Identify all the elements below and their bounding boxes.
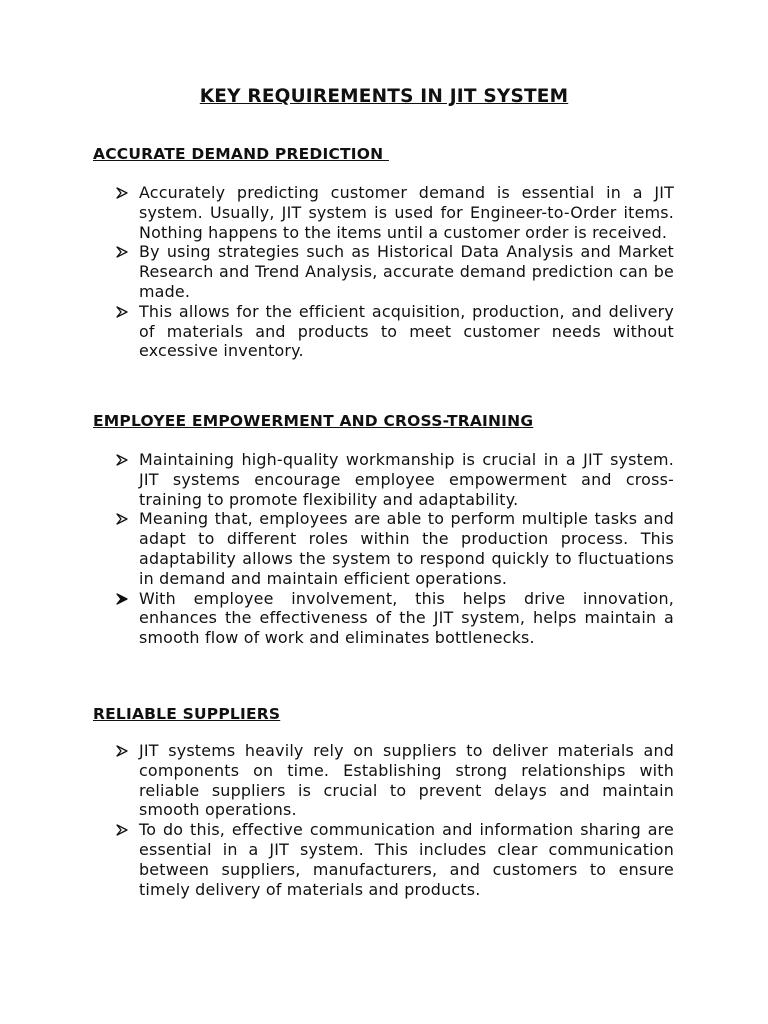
section-heading-employee-empowerment: EMPLOYEE EMPOWERMENT AND CROSS-TRAINING	[93, 412, 534, 430]
arrowhead-bullet-icon	[115, 450, 131, 470]
bullet-text: This allows for the efficient acquisition, production, and delivery of materials and products to meet customer needs without excessive inventory.	[139, 301, 674, 361]
section-heading-reliable-suppliers: RELIABLE SUPPLIERS	[93, 705, 281, 723]
bullet-text: By using strategies such as Historical Data Analysis and Market Research and Trend Analysis, accurate demand prediction can be made.	[139, 242, 674, 301]
bullet-text: Accurately predicting customer demand is essential in a JIT system. Usually, JIT system is used for Engineer-to-Order items. Nothing happens to the items until a customer order is received.	[139, 183, 674, 242]
document-title: KEY REQUIREMENTS IN JIT SYSTEM	[199, 86, 569, 107]
arrowhead-bullet-icon	[115, 302, 131, 322]
list-item	[93, 589, 674, 648]
arrowhead-bullet-icon	[115, 741, 131, 761]
list-item	[93, 509, 674, 588]
arrowhead-bullet-icon	[115, 589, 131, 609]
arrowhead-bullet-icon	[115, 820, 131, 840]
bullet-text: JIT systems heavily rely on suppliers to deliver materials and components on time. Establishing strong relationships with reliable suppliers is crucial to prevent delays and maintain smooth operations.	[139, 741, 674, 820]
section-heading-accurate-demand-prediction: ACCURATE DEMAND PREDICTION	[93, 145, 389, 163]
bullet-text: Maintaining high-quality workmanship is crucial in a JIT system. JIT systems encourage employee empowerment and cross-training to promote flexibility and adaptability.	[139, 450, 674, 509]
list-item	[93, 450, 674, 509]
list-item	[93, 183, 674, 242]
bullet-list-reliable-suppliers	[93, 741, 674, 899]
bullet-list-accurate-demand-prediction	[93, 183, 674, 361]
bullet-text: To do this, effective communication and information sharing are essential in a JIT system. This includes clear communication between suppliers, manufacturers, and customers to ensure timely delivery of materials and products.	[139, 820, 674, 899]
list-item	[93, 302, 674, 361]
bullet-text: With employee involvement, this helps drive innovation, enhances the effectiveness of the JIT system, helps maintain a smooth flow of work and eliminates bottlenecks.	[139, 588, 674, 648]
arrowhead-bullet-icon	[115, 183, 131, 203]
list-item	[93, 242, 674, 301]
bullet-text: Meaning that, employees are able to perform multiple tasks and adapt to different roles within the production process. This adaptability allows the system to respond quickly to fluctuations in demand and maintain efficient operations.	[139, 509, 674, 588]
bullet-list-employee-empowerment	[93, 450, 674, 648]
list-item	[93, 741, 674, 820]
arrowhead-bullet-icon	[115, 242, 131, 262]
arrowhead-bullet-icon	[115, 509, 131, 529]
list-item	[93, 820, 674, 899]
